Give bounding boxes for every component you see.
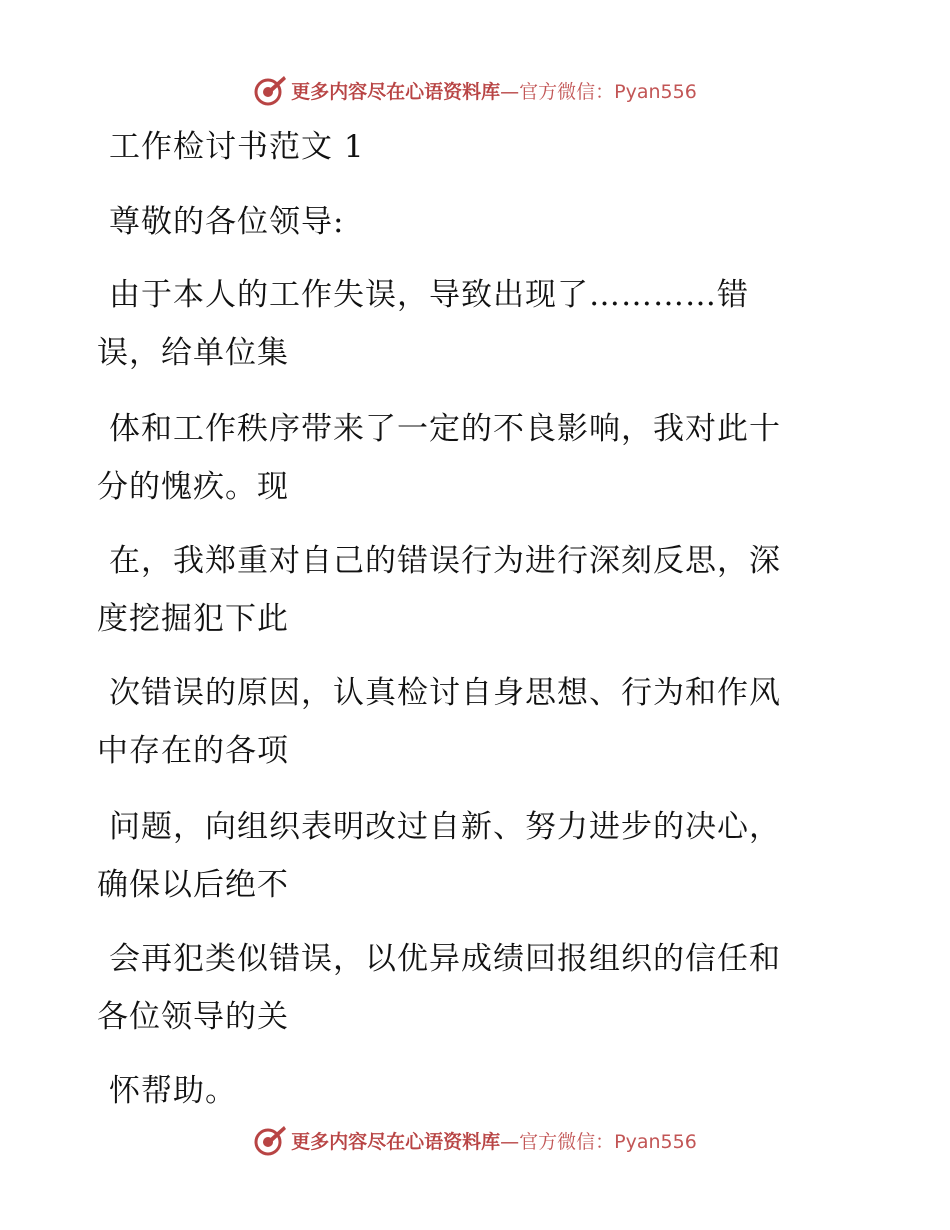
banner-main-text: 更多内容尽在心语资料库 xyxy=(291,1130,501,1153)
body-line: 分的愧疚。现 xyxy=(97,469,289,505)
body-line: 度挖掘犯下此 xyxy=(97,601,289,637)
banner-dash: — xyxy=(500,80,520,103)
body-line: 问题，向组织表明改过自新、努力进步的决心， xyxy=(109,809,781,845)
body-line: 由于本人的工作失误，导致出现了…………错 xyxy=(109,277,749,313)
footer-banner xyxy=(0,1120,950,1160)
salutation: 尊敬的各位领导: xyxy=(109,204,345,240)
body-line: 怀帮助。 xyxy=(109,1073,237,1109)
body-line: 误，给单位集 xyxy=(97,335,289,371)
document-title: 工作检讨书范文 1 xyxy=(109,129,365,165)
banner-dash: — xyxy=(500,1130,520,1153)
logo-icon xyxy=(253,73,287,107)
body-line: 次错误的原因，认真检讨自身思想、行为和作风 xyxy=(109,675,781,711)
body-line: 在，我郑重对自己的错误行为进行深刻反思，深 xyxy=(109,543,781,579)
body-line: 各位领导的关 xyxy=(97,999,289,1035)
banner-wechat-text: 官方微信：Pyan556 xyxy=(519,1130,697,1153)
logo-icon xyxy=(253,1123,287,1157)
banner-main-text: 更多内容尽在心语资料库 xyxy=(291,80,501,103)
banner-text xyxy=(291,1127,697,1154)
body-line: 中存在的各项 xyxy=(97,733,289,769)
body-line: 确保以后绝不 xyxy=(97,867,289,903)
header-banner xyxy=(0,70,950,110)
banner-wechat-text: 官方微信：Pyan556 xyxy=(519,80,697,103)
body-line: 会再犯类似错误，以优异成绩回报组织的信任和 xyxy=(109,941,781,977)
body-line: 体和工作秩序带来了一定的不良影响，我对此十 xyxy=(109,411,781,447)
banner-text xyxy=(291,77,697,104)
